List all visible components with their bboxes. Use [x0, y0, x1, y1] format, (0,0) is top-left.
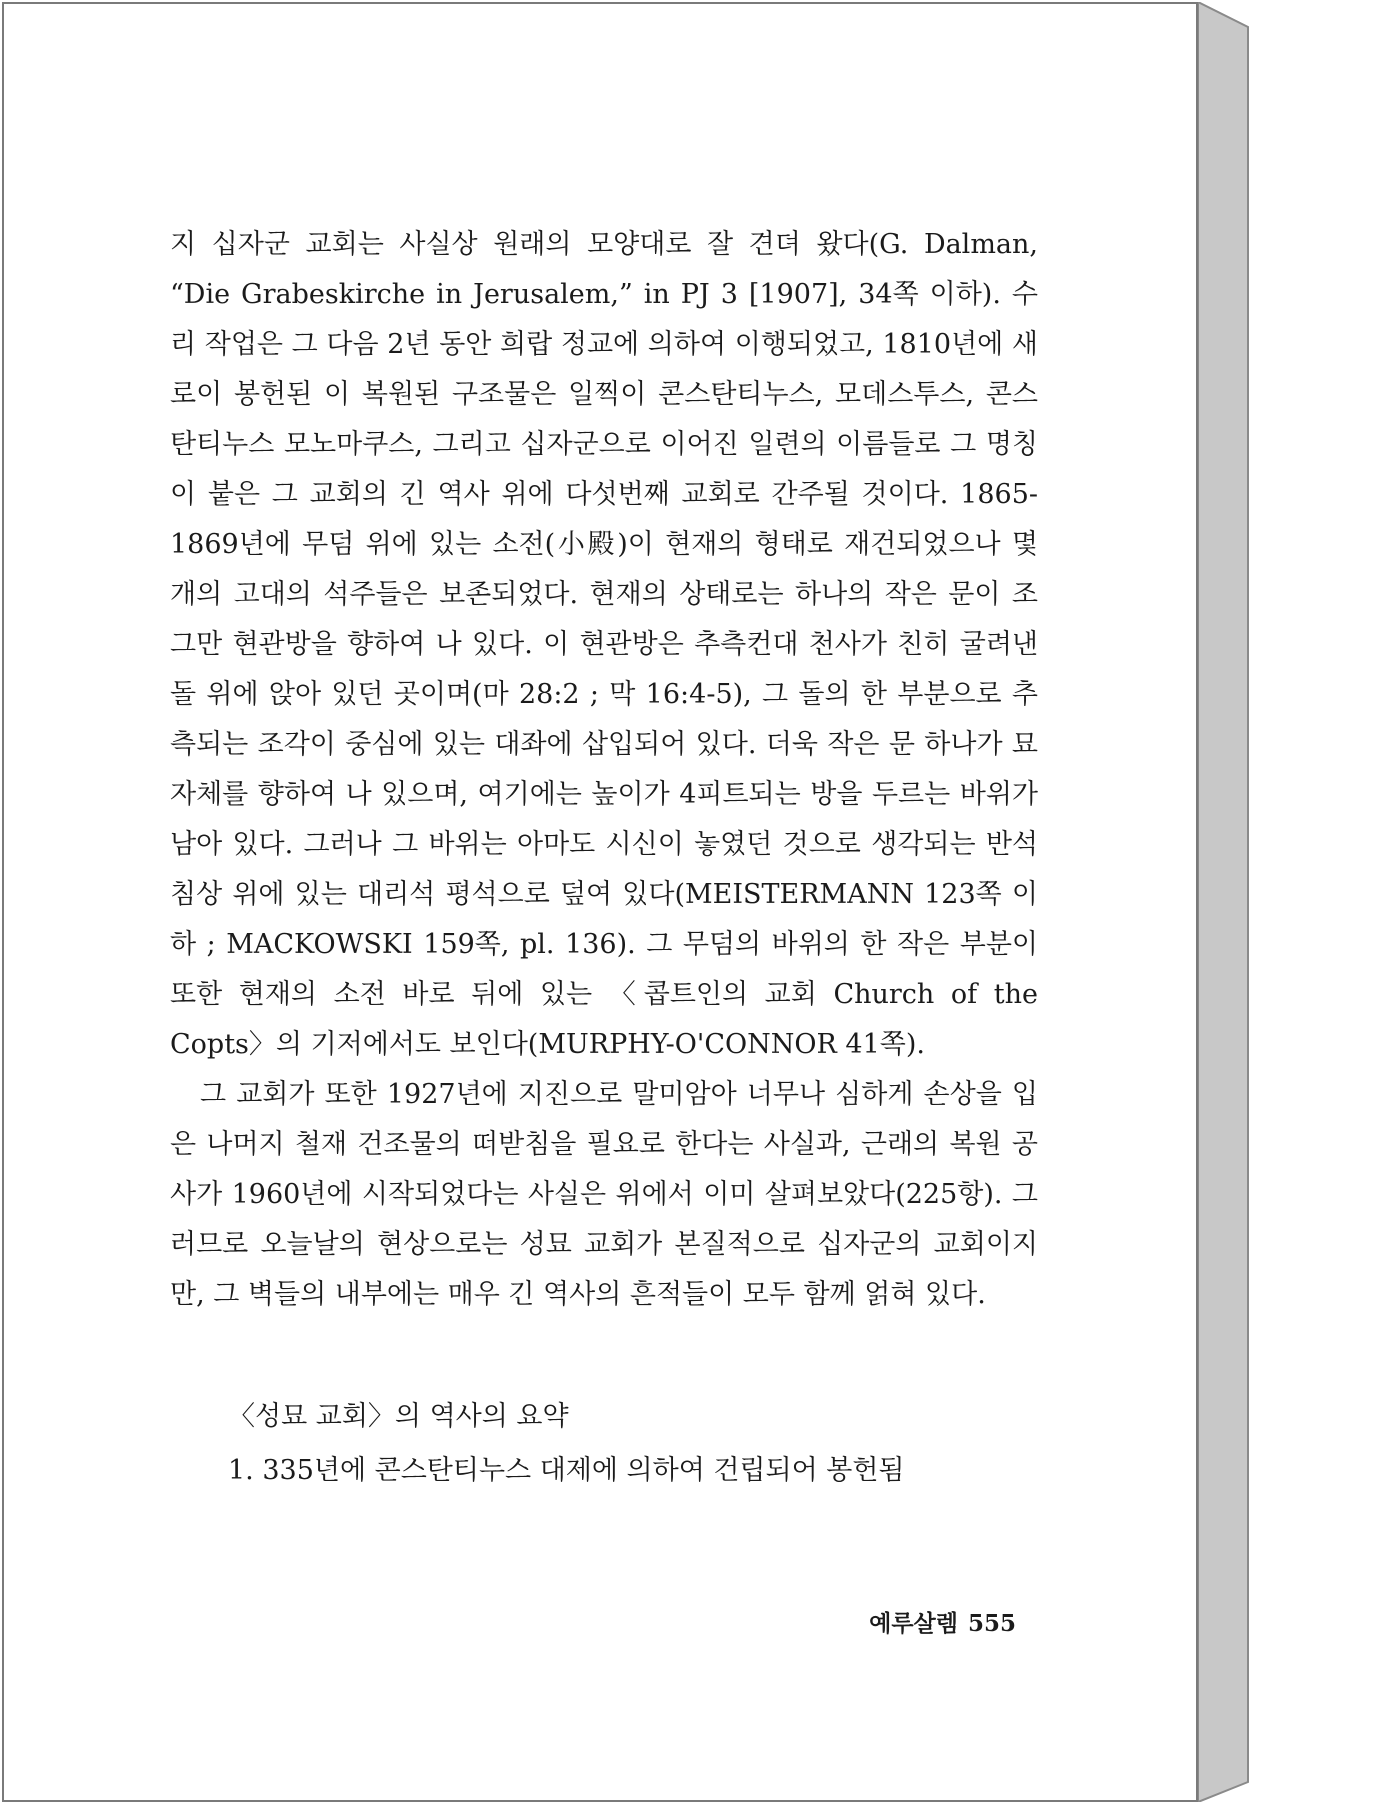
page-footer	[840, 1605, 1016, 1638]
running-head: 예루살렘	[869, 1611, 958, 1637]
book-edge	[1198, 2, 1258, 1802]
summary-item: 1. 335년에 콘스탄티누스 대제에 의하여 건립되어 봉헌됨	[228, 1455, 905, 1486]
summary-title: 〈성묘 교회〉의 역사의 요약	[228, 1401, 569, 1432]
body-paragraph: 지 십자군 교회는 사실상 원래의 모양대로 잘 견뎌 왔다(G. Dalman, “Die Grabeskirche in Jerusalem,” in PJ 3 [1907], 34쪽 이하). 수리 작업은 그 다음 2년 동안 희랍 정교에 의하여 이행되었고, 1810년에 새로이 봉헌된 이 복원된 구조물은 일찍이 콘스탄티누스, 모데스투스, 콘스탄티누스 모노마쿠스, 그리고 십자군으로 이어진 일련의 이름들로 그 명칭이 붙은 그 교회의 긴 역사 위에 다섯번째 교회로 간주될 것이다. 1865-1869년에 무덤 위에 있는 소전(小殿)이 현재의 형태로 재건되었으나 몇 개의 고대의 석주들은 보존되었다. 현재의 상태로는 하나의 작은 문이 조그만 현관방을 향하여 나 있다. 이 현관방은 추측컨대 천사가 친히 굴려낸 돌 위에 앉아 있던 곳이며(마 28:2 ; 막 16:4-5), 그 돌의 한 부분으로 추측되는 조각이 중심에 있는 대좌에 삽입되어 있다. 더욱 작은 문 하나가 묘 자체를 향하여 나 있으며, 여기에는 높이가 4피트되는 방을 두르는 바위가 남아 있다. 그러나 그 바위는 아마도 시신이 놓였던 것으로 생각되는 반석 침상 위에 있는 대리석 평석으로 덮여 있다(MEISTERMANN 123쪽 이하 ; MACKOWSKI 159쪽, pl. 136). 그 무덤의 바위의 한 작은 부분이 또한 현재의 소전 바로 뒤에 있는 〈콥트인의 교회 Church of the Copts〉의 기저에서도 보인다(MURPHY-O'CONNOR 41쪽).	[170, 229, 1038, 1060]
page-number: 555	[967, 1610, 1016, 1637]
section-spacer	[170, 1320, 1038, 1392]
body-paragraph: 그 교회가 또한 1927년에 지진으로 말미암아 너무나 심하게 손상을 입은 나머지 철재 건조물의 떠받침을 필요로 한다는 사실과, 근래의 복원 공사가 1960년에 시작되었다는 사실은 위에서 이미 살펴보았다(225항). 그러므로 오늘날의 현상으로는 성묘 교회가 본질적으로 십자군의 교회이지만, 그 벽들의 내부에는 매우 긴 역사의 흔적들이 모두 함께 얽혀 있다.	[170, 1079, 1038, 1310]
page-body	[170, 220, 1038, 1496]
